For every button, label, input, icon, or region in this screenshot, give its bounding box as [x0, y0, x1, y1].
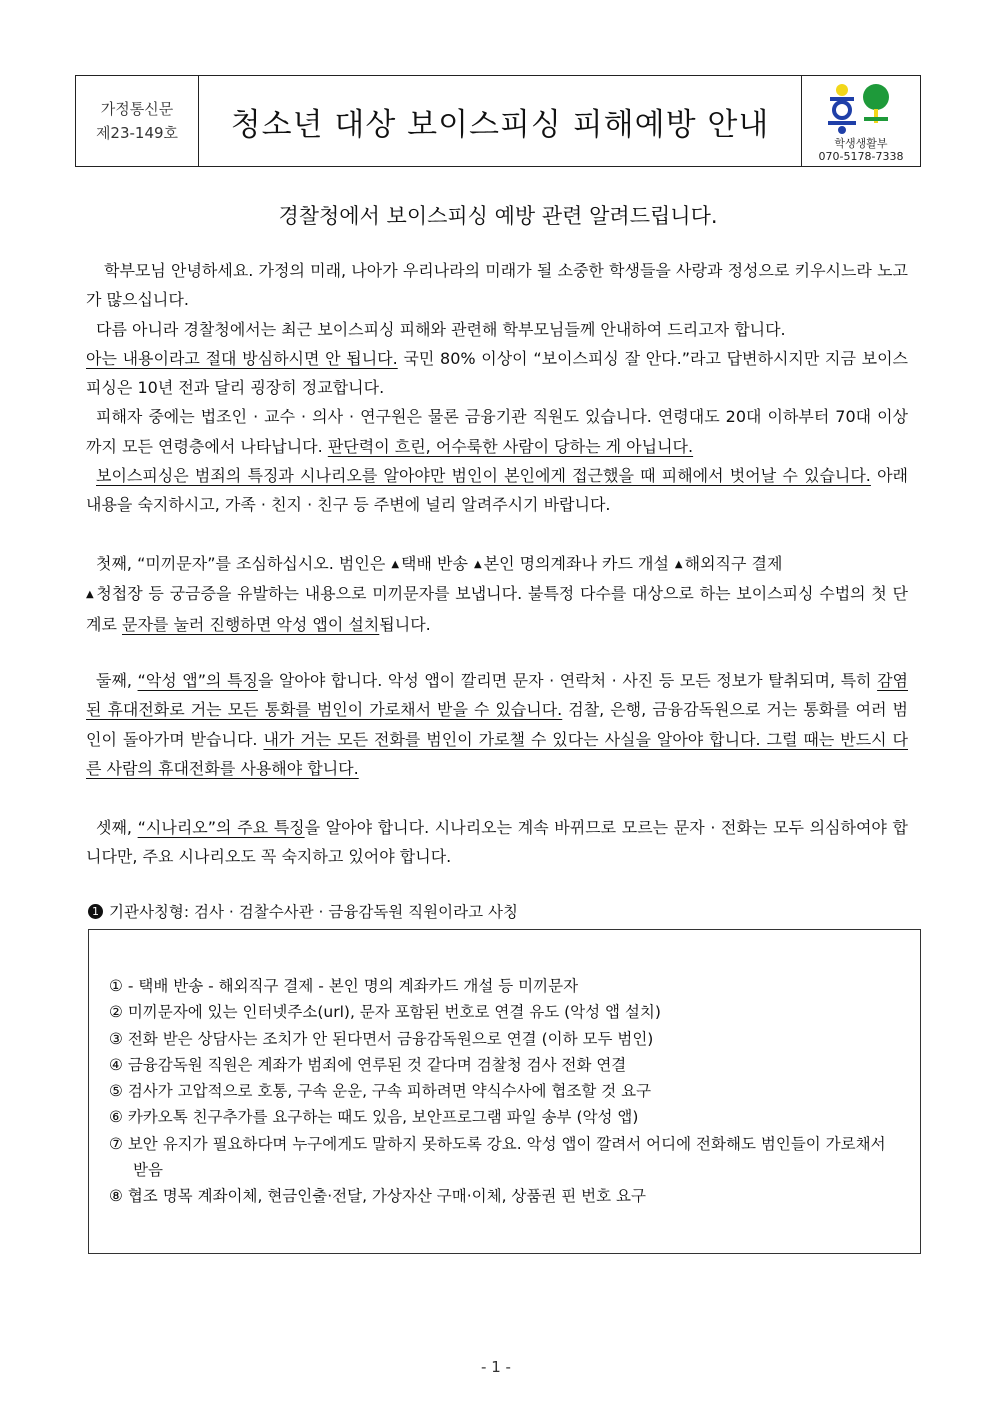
scenario-box [88, 929, 921, 1254]
list-item: ⑥ 카카오톡 친구추가를 요구하는 때도 있음, 보안프로그램 파일 송부 (악성 앱) [109, 1108, 639, 1127]
department-phone: 070-5178-7338 [818, 150, 904, 163]
list-item: ② 미끼문자에 있는 인터넷주소(url), 문자 포함된 번호로 연결 유도 (악성 앱 설치) [109, 1003, 661, 1022]
intro-paragraph-2 [86, 315, 908, 403]
first-underline: 문자를 눌러 진행하면 악성 앱이 설치 [122, 614, 380, 634]
intro-p4-underline: 보이스피싱은 범죄의 특징과 시나리오를 알아야만 범인이 본인에게 접근했을 때 피해에서 벗어날 수 있습니다. [96, 466, 871, 486]
second-body-2: 검찰, 은행, 금융감독원으로 거는 통화를 여러 범인이 돌아가며 받습니다. [86, 700, 908, 749]
triangle-bullet-icon: ▲ [391, 559, 400, 570]
list-item: ③ 전화 받은 상담사는 조치가 안 된다면서 금융감독원으로 연결 (이하 모두 범인) [109, 1029, 654, 1048]
first-body: 청첩장 등 궁금증을 유발하는 내용으로 미끼문자를 보냅니다. 불특정 다수를 대상으로 하는 보이스피싱 수법의 첫 단계로 [86, 584, 908, 634]
first-end: 됩니다. [379, 614, 431, 634]
scenario-caption-text: 기관사칭형: 검사 · 검찰수사관 · 금융감독원 직원이라고 사칭 [109, 903, 518, 921]
school-logo-block [801, 76, 920, 166]
subtitle: 경찰청에서 보이스피싱 예방 관련 알려드립니다. [278, 204, 718, 228]
first-paragraph [86, 549, 908, 639]
department-name: 학생생활부 [834, 137, 888, 150]
letter-header [75, 75, 921, 167]
scenario-list [109, 973, 904, 1210]
second-underline-2: 감염된 휴대전화로 거는 모든 통화를 범인이 가로채서 받을 수 있습니다. [86, 671, 908, 720]
second-body-1: 을 알아야 합니다. 악성 앱이 깔리면 문자 · 연락처 · 사진 등 모든 정보가 탈취되며, 특히 [257, 671, 878, 690]
page-number: - 1 - [481, 1358, 511, 1376]
school-logo-icon [824, 83, 898, 135]
intro-p3-underline: 판단력이 흐린, 어수룩한 사람이 당하는 게 아닙니다. [327, 436, 694, 456]
first-bait-2: 본인 명의계좌나 카드 개설 [483, 554, 669, 573]
intro-paragraph-4 [86, 461, 908, 520]
second-paragraph [86, 666, 908, 783]
first-intro: 첫째, “미끼문자”를 조심하십시오. 범인은 [96, 554, 386, 573]
doc-number: 제23-149호 [95, 124, 179, 142]
third-section [86, 813, 908, 872]
intro-p2-text: 다름 아니라 경찰청에서는 최근 보이스피싱 피해와 관련해 학부모님들께 안내하여 드리고자 합니다. [96, 319, 786, 339]
intro-p3-text: 피해자 중에는 법조인 · 교수 · 의사 · 연구원은 물론 금융기관 직원도 있습니다. 연령대도 20대 이하부터 70대 이상까지 모든 연령층에서 나타납니다. [86, 407, 908, 456]
second-underline-3: 내가 거는 모든 전화를 범인이 가로챌 수 있다는 사실을 알아야 합니다. 그럴 때는 반드시 다른 사람의 휴대전화를 사용해야 합니다. [86, 729, 908, 778]
doc-type: 가정통신문 [100, 100, 174, 118]
intro-paragraph-3 [86, 402, 908, 461]
first-bait-1: 택배 반송 [401, 554, 468, 573]
scenario-caption [88, 900, 518, 922]
third-lead: 셋째, [96, 818, 138, 837]
intro-p4-rest: 아래 내용을 숙지하시고, 가족 · 친지 · 친구 등 주변에 널리 알려주시기 바랍니다. [86, 466, 909, 515]
triangle-bullet-icon: ▲ [473, 559, 482, 570]
third-body: 을 알아야 합니다. 시나리오는 계속 바뀌므로 모르는 문자 · 전화는 모두 의심하여야 합니다만, 주요 시나리오도 꼭 숙지하고 있어야 합니다. [86, 818, 908, 867]
list-item: ⑦ 보안 유지가 필요하다며 누구에게도 말하지 못하도록 강요. 악성 앱이 깔려서 어디에 전화해도 범인들이 가로채서 받음 [109, 1134, 886, 1180]
intro-p2-underline: 아는 내용이라고 절대 방심하시면 안 됩니다. [86, 348, 398, 368]
list-item: ① - 택배 반송 - 해외직구 결제 - 본인 명의 계좌카드 개설 등 미끼문자 [109, 977, 579, 995]
triangle-bullet-icon: ▲ [86, 589, 95, 601]
second-underline-1: “악성 앱”의 특징 [137, 671, 258, 690]
list-item: ④ 금융감독원 직원은 계좌가 범죄에 연루된 것 같다며 검찰청 검사 전화 연결 [109, 1055, 627, 1074]
doc-info [76, 76, 199, 166]
third-paragraph [86, 813, 908, 872]
page-title: 청소년 대상 보이스피싱 피해예방 안내 [230, 106, 770, 143]
triangle-bullet-icon: ▲ [674, 559, 683, 570]
list-item: ⑤ 검사가 고압적으로 호통, 구속 운운, 구속 피하려면 약식수사에 협조할 것 요구 [109, 1082, 652, 1101]
third-underline: “시나리오”의 주요 특징 [137, 818, 305, 837]
second-lead: 둘째, [96, 671, 138, 690]
intro-paragraph-1: 학부모님 안녕하세요. 가정의 미래, 나아가 우리나라의 미래가 될 소중한 학생들을 사랑과 정성으로 키우시느라 노고가 많으십니다. [86, 261, 908, 310]
first-bait-3: 해외직구 결제 [684, 554, 783, 573]
list-item: ⑧ 협조 명목 계좌이체, 현금인출·전달, 가상자산 구매·이체, 상품권 핀 번호 요구 [109, 1187, 646, 1206]
number-one-icon: 1 [88, 904, 103, 919]
second-section [86, 666, 908, 783]
intro-section [86, 256, 908, 520]
first-section [86, 549, 908, 639]
intro-p2-rest: 국민 80% 이상이 “보이스피싱 잘 안다.”라고 답변하시지만 지금 보이스피싱은 10년 전과 달리 굉장히 정교합니다. [86, 348, 908, 398]
